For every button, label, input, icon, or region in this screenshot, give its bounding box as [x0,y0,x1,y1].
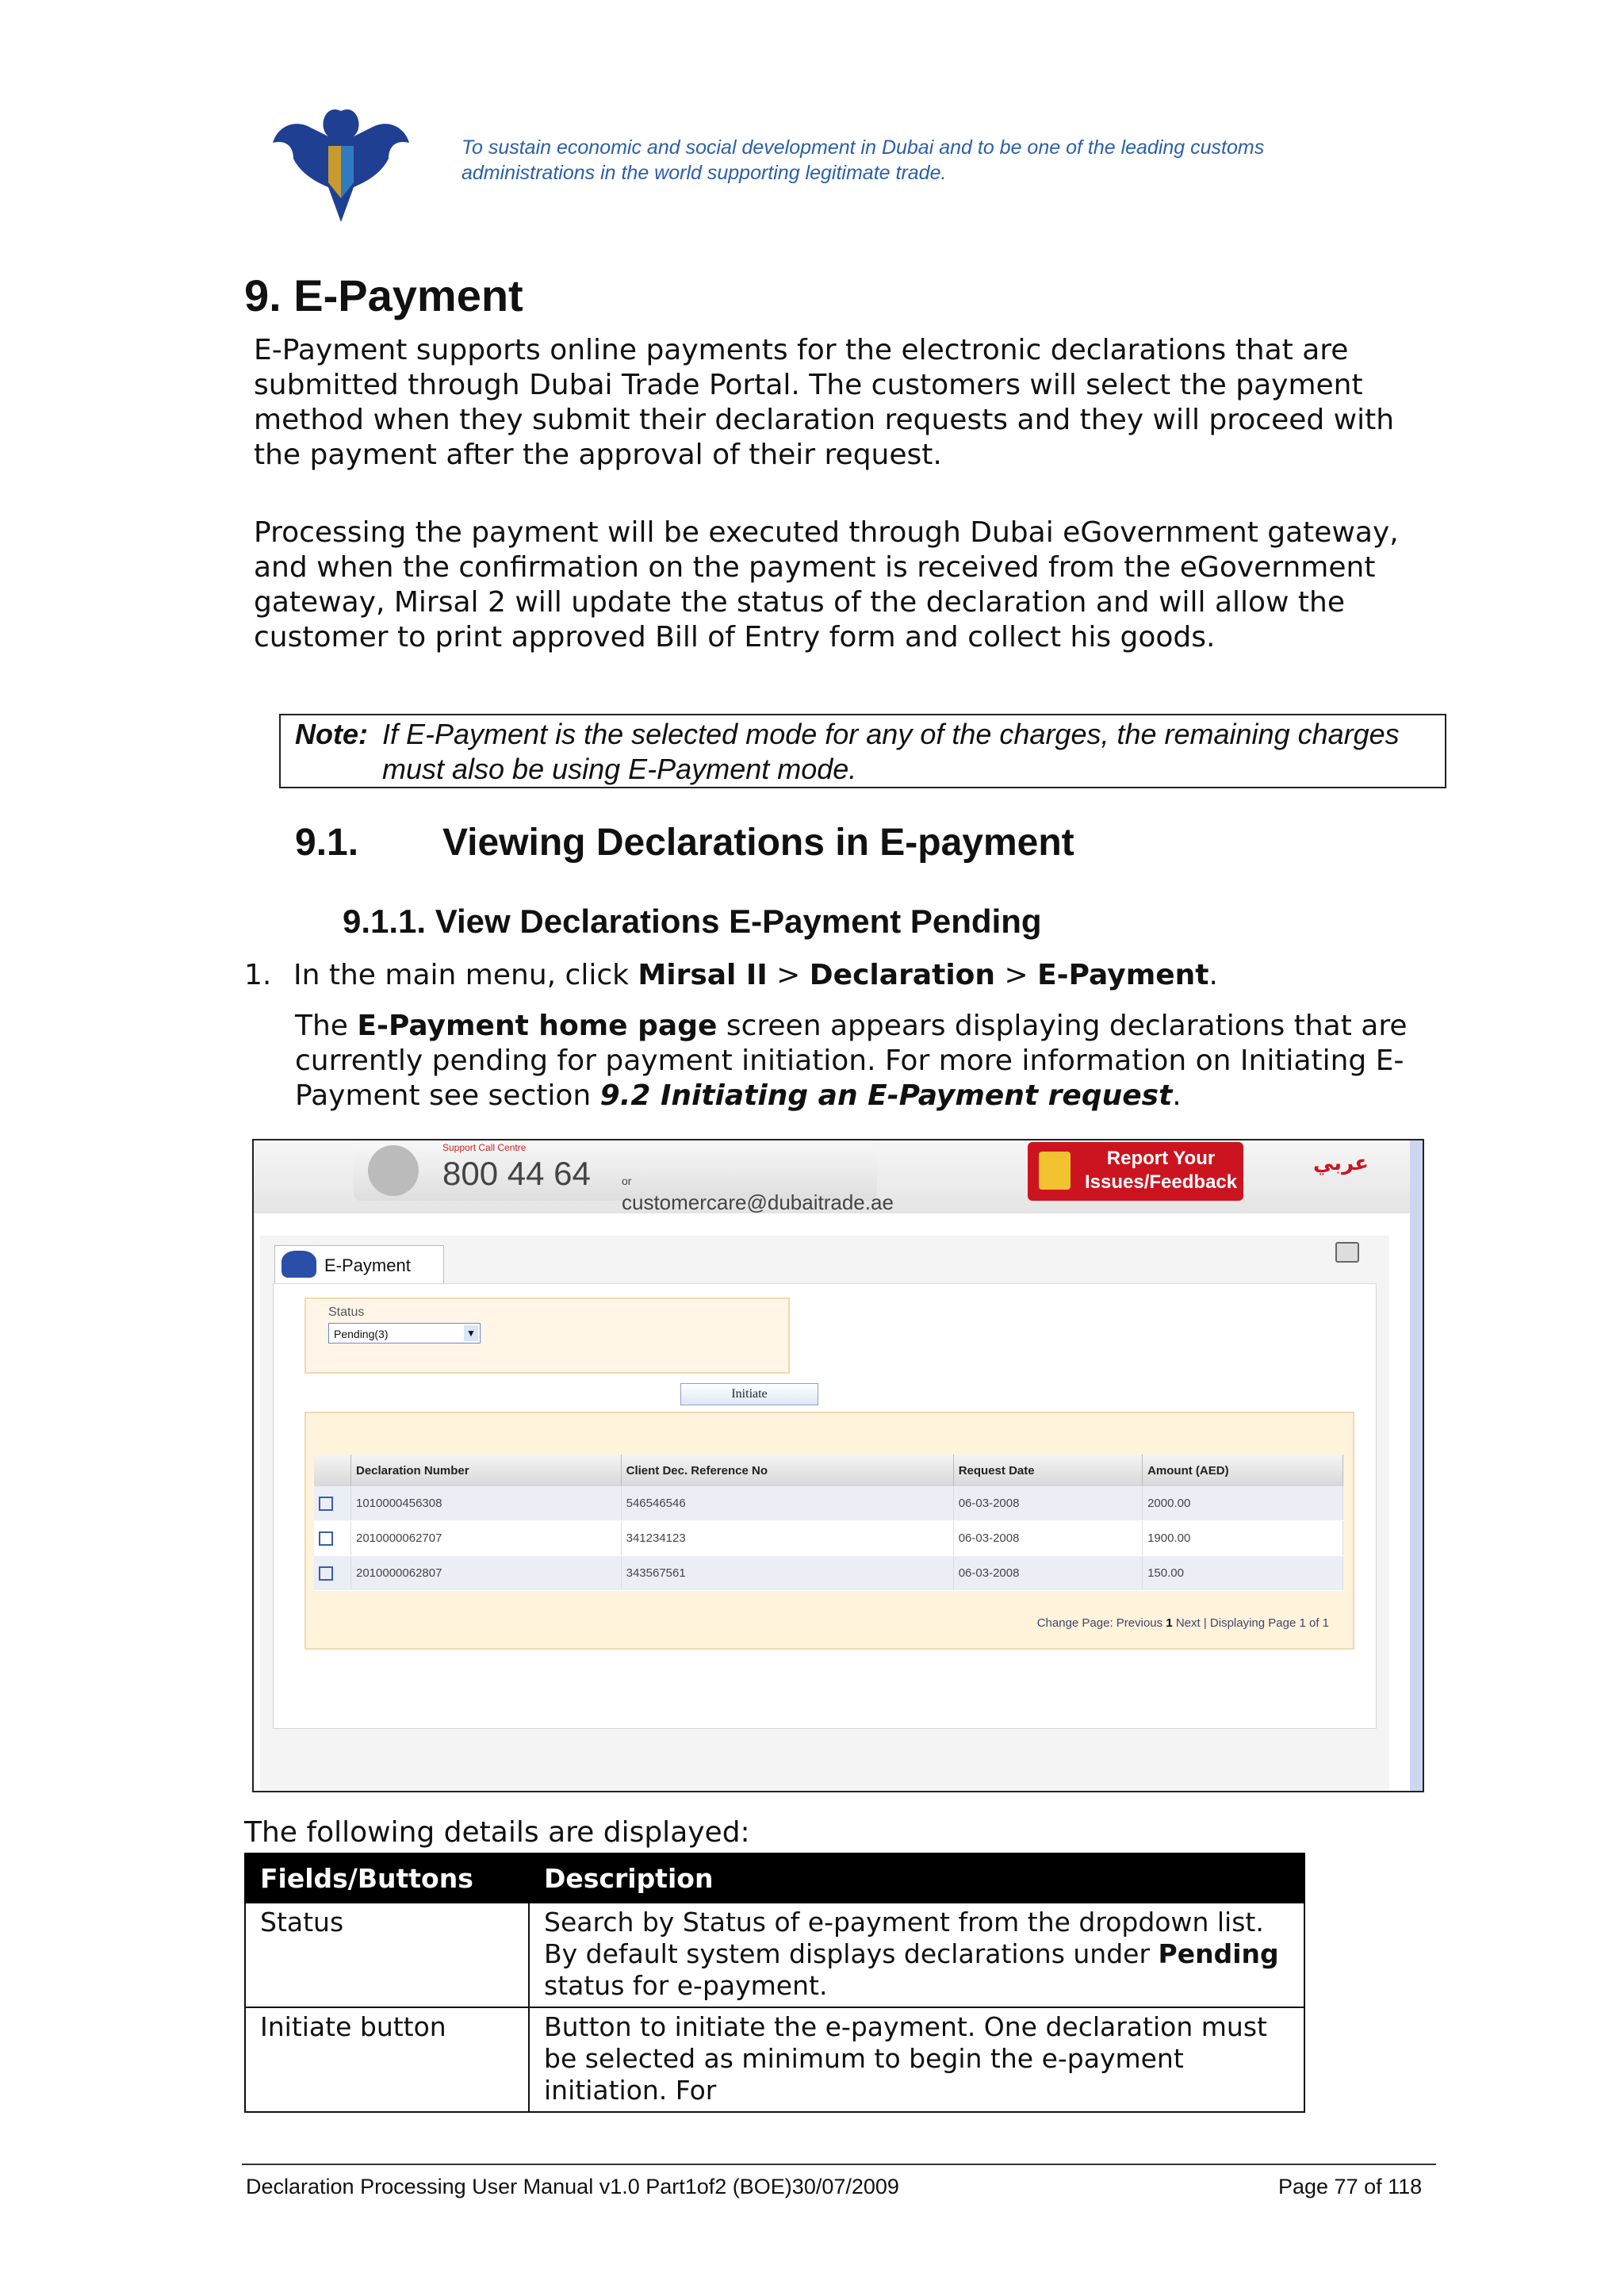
row-checkbox[interactable] [319,1497,333,1511]
status-filter: Status Pending(3) ▼ [304,1297,790,1374]
row-checkbox[interactable] [319,1531,333,1546]
col-fields-buttons: Fields/Buttons [245,1853,529,1903]
print-icon[interactable] [1335,1242,1359,1263]
declarations-table [314,1455,1343,1591]
menu-mirsal: Mirsal II [638,959,768,991]
table-row: 2010000062807 343567561 06-03-2008 150.00 [314,1556,1343,1591]
chevron-down-icon: ▼ [464,1325,478,1341]
call-centre-number: 800 44 64 [442,1155,591,1192]
intro-paragraph: E-Payment supports online payments for the electronic declarations that are submitted through Dubai Trade Portal. The customers will select the payment method when they submit their declaration requests and they will proceed with the payment after the approval of their request. [254,334,1395,471]
initiate-button[interactable]: Initiate [680,1383,818,1405]
section-reference: 9.2 Initiating an E-Payment request [599,1079,1173,1112]
table-row: 2010000062707 341234123 06-03-2008 1900.00 [314,1521,1343,1556]
tab-epayment[interactable]: E-Payment [274,1245,444,1284]
menu-epayment: E-Payment [1037,959,1209,991]
epayment-screenshot [252,1139,1424,1792]
feedback-icon [1039,1152,1071,1190]
col-description: Description [529,1853,1304,1903]
subsection-title: Viewing Declarations in E-payment [442,822,1074,864]
arabic-language-link[interactable]: عربي [1313,1152,1369,1175]
table-row: 1010000456308 546546546 06-03-2008 2000.00 [314,1486,1343,1521]
phone-icon [368,1145,419,1196]
section-title: E-Payment [293,270,523,320]
subsubsection-heading: 9.1.1. View Declarations E-Payment Pending [343,903,1042,940]
footer-page-number: Page 77 of 118 [1278,2175,1423,2198]
home-page-description: The E-Payment home page screen appears displaying declarations that are currently pending for payment initiation. For more information on Initiating E-Payment see section 9.2 Initiating an E-Payment request. [295,1010,1408,1112]
subsection-heading [295,821,1074,864]
pagination[interactable]: Change Page: Previous 1 Next | Displaying Page 1 of 1 [1036,1616,1329,1630]
support-email: customercare@dubaitrade.ae [622,1190,894,1214]
table-row: Initiate button Button to initiate the e-payment. One declaration must be selected as minimum to begin the e-payment initiation. For [245,2007,1304,2112]
mission-statement: To sustain economic and social development in Dubai and to be one of the leading customs administrations in the world supporting legitimate trade. [462,136,1265,184]
footer-divider [242,2164,1436,2165]
details-table [244,1853,1305,2113]
col-client-ref: Client Dec. Reference No [621,1455,953,1486]
dubai-customs-logo [262,95,420,230]
subsection-number: 9.1. [295,822,359,864]
menu-declaration: Declaration [809,959,996,991]
select-column [314,1455,351,1486]
report-issues-button[interactable]: Report Your Issues/Feedback [1028,1142,1243,1201]
note-box [279,714,1446,788]
row-checkbox[interactable] [319,1566,333,1581]
section-number: 9. [244,270,282,320]
status-dropdown[interactable]: Pending(3) ▼ [328,1323,481,1343]
col-declaration-number: Declaration Number [351,1455,622,1486]
customs-logo-icon [282,1251,316,1278]
details-intro: The following details are displayed: [244,1816,750,1849]
declarations-grid [304,1412,1354,1650]
col-amount: Amount (AED) [1143,1455,1343,1486]
call-centre-box: Support Call Centre 800 44 64 or customercare@dubaitrade.ae [354,1140,877,1201]
section-heading [244,270,523,321]
table-row: Status Search by Status of e-payment from the dropdown list. By default system displays declarations under Pending status for e-payment. [245,1903,1304,2007]
processing-paragraph: Processing the payment will be executed through Dubai eGovernment gateway, and when the confirmation on the payment is received from the eGovernment gateway, Mirsal 2 will update the status of the declaration and will allow the customer to print approved Bill of Entry form and collect his goods. [254,516,1399,654]
footer-document-title: Declaration Processing User Manual v1.0 Part1of2 (BOE)30/07/2009 [246,2175,899,2198]
note-label: Note: [295,718,368,750]
note-text: If E-Payment is the selected mode for any of the charges, the remaining charges must also be using E-Payment mode. [382,718,1400,785]
col-request-date: Request Date [953,1455,1142,1486]
scrollbar[interactable] [1410,1140,1423,1791]
step-1: 1. In the main menu, click Mirsal II > Declaration > E-Payment. [244,959,1218,991]
